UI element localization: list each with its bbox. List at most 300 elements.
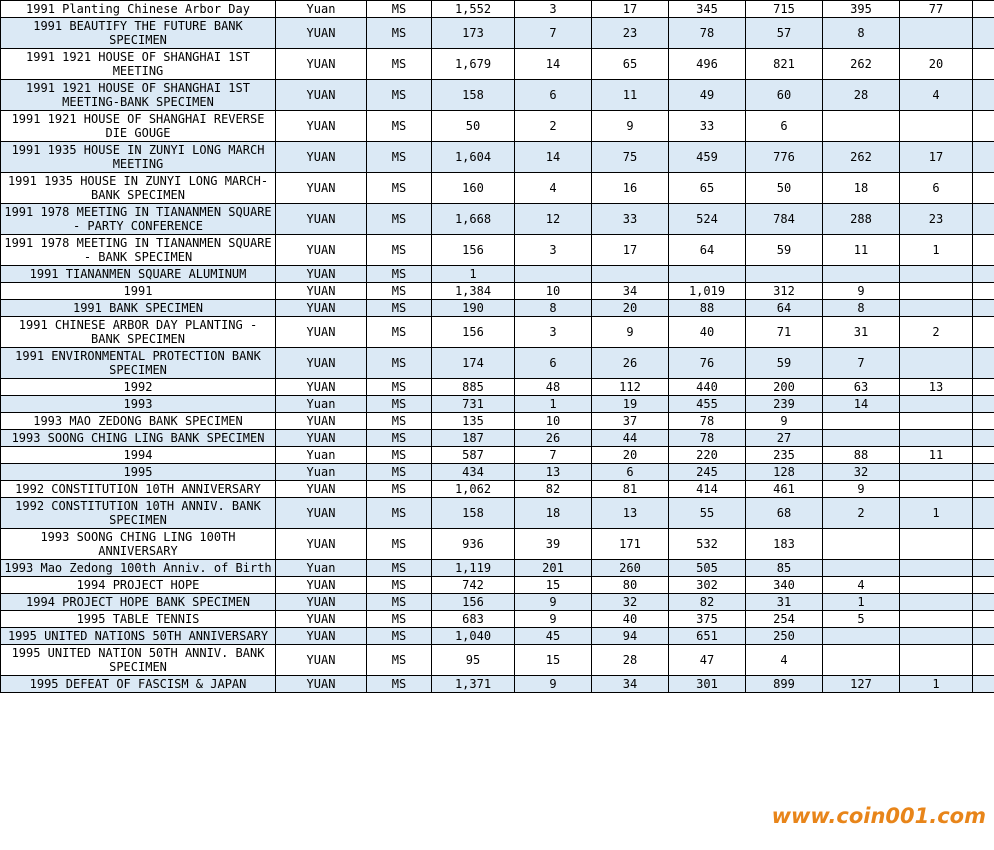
cell-g3: 302 [669, 577, 746, 594]
cell-denomination: YUAN [276, 142, 367, 173]
cell-g3: 82 [669, 594, 746, 611]
cell-g2: 32 [592, 594, 669, 611]
cell-denomination: YUAN [276, 645, 367, 676]
cell-total: 156 [432, 235, 515, 266]
cell-name: 1995 UNITED NATION 50TH ANNIV. BANK SPECIMEN [1, 645, 276, 676]
cell-g7 [973, 142, 994, 173]
cell-name: 1991 TIANANMEN SQUARE ALUMINUM [1, 266, 276, 283]
cell-g5: 32 [823, 464, 900, 481]
cell-g4: 200 [746, 379, 823, 396]
cell-denomination: YUAN [276, 266, 367, 283]
cell-g5: 9 [823, 481, 900, 498]
cell-g6: 77 [900, 1, 973, 18]
cell-g1: 15 [515, 577, 592, 594]
cell-g3: 459 [669, 142, 746, 173]
cell-denomination: YUAN [276, 379, 367, 396]
cell-total: 190 [432, 300, 515, 317]
cell-g5: 8 [823, 300, 900, 317]
cell-g7 [973, 379, 994, 396]
table-row [1, 266, 994, 283]
cell-grade: MS [367, 464, 432, 481]
cell-g4: 9 [746, 413, 823, 430]
cell-name: 1991 1935 HOUSE IN ZUNYI LONG MARCH MEETING [1, 142, 276, 173]
cell-grade: MS [367, 413, 432, 430]
cell-grade: MS [367, 560, 432, 577]
cell-name: 1992 CONSTITUTION 10TH ANNIVERSARY [1, 481, 276, 498]
cell-g1: 3 [515, 317, 592, 348]
cell-denomination: Yuan [276, 447, 367, 464]
cell-g3: 220 [669, 447, 746, 464]
cell-g1: 82 [515, 481, 592, 498]
cell-grade: MS [367, 80, 432, 111]
cell-g7 [973, 676, 994, 693]
cell-g2: 171 [592, 529, 669, 560]
cell-denomination: YUAN [276, 594, 367, 611]
cell-g7 [973, 317, 994, 348]
cell-g6 [900, 283, 973, 300]
cell-grade: MS [367, 396, 432, 413]
cell-g2: 11 [592, 80, 669, 111]
cell-g4: 60 [746, 80, 823, 111]
cell-grade: MS [367, 266, 432, 283]
table-row [1, 18, 994, 49]
cell-name: 1991 1978 MEETING IN TIANANMEN SQUARE - BANK SPECIMEN [1, 235, 276, 266]
cell-grade: MS [367, 594, 432, 611]
cell-total: 187 [432, 430, 515, 447]
cell-g5: 63 [823, 379, 900, 396]
cell-denomination: YUAN [276, 49, 367, 80]
cell-g6 [900, 611, 973, 628]
cell-g7 [973, 300, 994, 317]
cell-total: 936 [432, 529, 515, 560]
cell-g1: 6 [515, 348, 592, 379]
cell-g5: 31 [823, 317, 900, 348]
cell-g2: 81 [592, 481, 669, 498]
cell-g4: 4 [746, 645, 823, 676]
table-row [1, 204, 994, 235]
cell-g5 [823, 111, 900, 142]
cell-g3: 532 [669, 529, 746, 560]
cell-name: 1991 1921 HOUSE OF SHANGHAI 1ST MEETING [1, 49, 276, 80]
cell-name: 1991 1921 HOUSE OF SHANGHAI 1ST MEETING-BANK SPECIMEN [1, 80, 276, 111]
cell-name: 1993 SOONG CHING LING BANK SPECIMEN [1, 430, 276, 447]
cell-g3: 49 [669, 80, 746, 111]
cell-g1: 7 [515, 447, 592, 464]
cell-g3: 55 [669, 498, 746, 529]
table-row [1, 447, 994, 464]
cell-g5 [823, 628, 900, 645]
cell-total: 885 [432, 379, 515, 396]
table-row [1, 464, 994, 481]
cell-g4: 461 [746, 481, 823, 498]
cell-grade: MS [367, 628, 432, 645]
cell-g2: 6 [592, 464, 669, 481]
cell-g1: 10 [515, 413, 592, 430]
cell-name: 1995 DEFEAT OF FASCISM & JAPAN [1, 676, 276, 693]
cell-g4: 784 [746, 204, 823, 235]
cell-g5: 395 [823, 1, 900, 18]
table-row [1, 1, 994, 18]
cell-total: 156 [432, 317, 515, 348]
cell-g6 [900, 464, 973, 481]
cell-g1: 9 [515, 594, 592, 611]
cell-denomination: YUAN [276, 413, 367, 430]
cell-g5 [823, 266, 900, 283]
cell-g4: 250 [746, 628, 823, 645]
cell-denomination: Yuan [276, 464, 367, 481]
cell-grade: MS [367, 447, 432, 464]
cell-g2: 40 [592, 611, 669, 628]
table-row [1, 235, 994, 266]
cell-g2: 75 [592, 142, 669, 173]
cell-g1: 18 [515, 498, 592, 529]
cell-g2: 20 [592, 447, 669, 464]
cell-g3: 33 [669, 111, 746, 142]
cell-g4: 312 [746, 283, 823, 300]
cell-grade: MS [367, 1, 432, 18]
cell-g6: 13 [900, 379, 973, 396]
cell-name: 1994 [1, 447, 276, 464]
cell-g4: 183 [746, 529, 823, 560]
cell-denomination: YUAN [276, 611, 367, 628]
table-row [1, 577, 994, 594]
cell-g4: 71 [746, 317, 823, 348]
cell-denomination: YUAN [276, 283, 367, 300]
cell-g6: 1 [900, 235, 973, 266]
cell-denomination: YUAN [276, 628, 367, 645]
cell-g4: 57 [746, 18, 823, 49]
cell-g1: 10 [515, 283, 592, 300]
cell-g6 [900, 111, 973, 142]
cell-g2: 23 [592, 18, 669, 49]
cell-name: 1994 PROJECT HOPE BANK SPECIMEN [1, 594, 276, 611]
table-row [1, 379, 994, 396]
cell-name: 1995 TABLE TENNIS [1, 611, 276, 628]
cell-name: 1991 ENVIRONMENTAL PROTECTION BANK SPECIMEN [1, 348, 276, 379]
cell-denomination: Yuan [276, 1, 367, 18]
cell-name: 1993 Mao Zedong 100th Anniv. of Birth [1, 560, 276, 577]
cell-g1: 6 [515, 80, 592, 111]
cell-denomination: Yuan [276, 560, 367, 577]
cell-total: 158 [432, 498, 515, 529]
table-row [1, 413, 994, 430]
cell-g5 [823, 560, 900, 577]
cell-g2 [592, 266, 669, 283]
cell-g4: 776 [746, 142, 823, 173]
cell-g1 [515, 266, 592, 283]
cell-name: 1994 PROJECT HOPE [1, 577, 276, 594]
cell-g3: 40 [669, 317, 746, 348]
cell-grade: MS [367, 348, 432, 379]
cell-g7 [973, 235, 994, 266]
cell-g1: 1 [515, 396, 592, 413]
cell-grade: MS [367, 142, 432, 173]
cell-g3: 375 [669, 611, 746, 628]
table-row [1, 300, 994, 317]
cell-g6: 1 [900, 498, 973, 529]
cell-g7 [973, 80, 994, 111]
cell-g5: 262 [823, 142, 900, 173]
cell-g6 [900, 266, 973, 283]
table-row [1, 173, 994, 204]
cell-grade: MS [367, 300, 432, 317]
cell-g2: 44 [592, 430, 669, 447]
cell-g6: 2 [900, 317, 973, 348]
cell-grade: MS [367, 317, 432, 348]
cell-total: 683 [432, 611, 515, 628]
cell-total: 731 [432, 396, 515, 413]
cell-g7 [973, 447, 994, 464]
cell-denomination: YUAN [276, 204, 367, 235]
cell-g3: 245 [669, 464, 746, 481]
cell-grade: MS [367, 430, 432, 447]
cell-g7 [973, 628, 994, 645]
cell-g4: 899 [746, 676, 823, 693]
cell-name: 1991 1921 HOUSE OF SHANGHAI REVERSE DIE GOUGE [1, 111, 276, 142]
cell-g3: 440 [669, 379, 746, 396]
cell-g5: 288 [823, 204, 900, 235]
cell-g5 [823, 645, 900, 676]
table-row [1, 481, 994, 498]
cell-g5 [823, 430, 900, 447]
cell-g6 [900, 413, 973, 430]
cell-g1: 4 [515, 173, 592, 204]
cell-total: 1,679 [432, 49, 515, 80]
cell-total: 1,604 [432, 142, 515, 173]
cell-g3 [669, 266, 746, 283]
cell-g1: 45 [515, 628, 592, 645]
cell-denomination: YUAN [276, 481, 367, 498]
cell-g7 [973, 18, 994, 49]
cell-g1: 15 [515, 645, 592, 676]
cell-name: 1991 BANK SPECIMEN [1, 300, 276, 317]
cell-total: 135 [432, 413, 515, 430]
cell-g4: 31 [746, 594, 823, 611]
cell-g6: 17 [900, 142, 973, 173]
cell-g4: 6 [746, 111, 823, 142]
cell-total: 95 [432, 645, 515, 676]
cell-g3: 65 [669, 173, 746, 204]
cell-total: 1,040 [432, 628, 515, 645]
cell-g3: 47 [669, 645, 746, 676]
cell-g1: 14 [515, 49, 592, 80]
cell-g3: 345 [669, 1, 746, 18]
cell-g2: 65 [592, 49, 669, 80]
cell-name: 1992 [1, 379, 276, 396]
cell-g2: 19 [592, 396, 669, 413]
cell-g7 [973, 594, 994, 611]
cell-g1: 9 [515, 611, 592, 628]
cell-g3: 455 [669, 396, 746, 413]
table-row [1, 645, 994, 676]
cell-g2: 34 [592, 283, 669, 300]
cell-g4 [746, 266, 823, 283]
cell-g6 [900, 18, 973, 49]
cell-g4: 68 [746, 498, 823, 529]
cell-g2: 13 [592, 498, 669, 529]
cell-g6: 11 [900, 447, 973, 464]
cell-g6: 6 [900, 173, 973, 204]
cell-grade: MS [367, 645, 432, 676]
cell-denomination: Yuan [276, 396, 367, 413]
cell-g7 [973, 498, 994, 529]
cell-g7 [973, 611, 994, 628]
cell-grade: MS [367, 498, 432, 529]
cell-grade: MS [367, 111, 432, 142]
cell-g7 [973, 560, 994, 577]
table-row [1, 142, 994, 173]
cell-g5: 28 [823, 80, 900, 111]
cell-g7 [973, 266, 994, 283]
cell-g1: 201 [515, 560, 592, 577]
cell-g1: 39 [515, 529, 592, 560]
cell-g4: 59 [746, 235, 823, 266]
table-row [1, 111, 994, 142]
cell-total: 587 [432, 447, 515, 464]
cell-denomination: YUAN [276, 577, 367, 594]
cell-g2: 9 [592, 111, 669, 142]
cell-g3: 651 [669, 628, 746, 645]
cell-g7 [973, 430, 994, 447]
table-row [1, 676, 994, 693]
cell-g3: 78 [669, 413, 746, 430]
cell-denomination: YUAN [276, 235, 367, 266]
table-body [1, 1, 994, 693]
cell-grade: MS [367, 481, 432, 498]
cell-denomination: YUAN [276, 18, 367, 49]
cell-g1: 8 [515, 300, 592, 317]
cell-g2: 94 [592, 628, 669, 645]
cell-grade: MS [367, 379, 432, 396]
cell-name: 1991 BEAUTIFY THE FUTURE BANK SPECIMEN [1, 18, 276, 49]
cell-name: 1991 1978 MEETING IN TIANANMEN SQUARE - PARTY CONFERENCE [1, 204, 276, 235]
cell-g3: 414 [669, 481, 746, 498]
cell-grade: MS [367, 235, 432, 266]
cell-grade: MS [367, 529, 432, 560]
cell-total: 174 [432, 348, 515, 379]
cell-g5: 14 [823, 396, 900, 413]
cell-g5: 262 [823, 49, 900, 80]
cell-name: 1995 UNITED NATIONS 50TH ANNIVERSARY [1, 628, 276, 645]
cell-name: 1993 SOONG CHING LING 100TH ANNIVERSARY [1, 529, 276, 560]
cell-g5: 8 [823, 18, 900, 49]
cell-total: 1 [432, 266, 515, 283]
cell-g5: 4 [823, 577, 900, 594]
cell-name: 1992 CONSTITUTION 10TH ANNIV. BANK SPECIMEN [1, 498, 276, 529]
table-row [1, 317, 994, 348]
cell-grade: MS [367, 676, 432, 693]
cell-g4: 821 [746, 49, 823, 80]
cell-g2: 112 [592, 379, 669, 396]
cell-name: 1991 Planting Chinese Arbor Day [1, 1, 276, 18]
cell-total: 1,062 [432, 481, 515, 498]
cell-g1: 48 [515, 379, 592, 396]
cell-total: 173 [432, 18, 515, 49]
cell-grade: MS [367, 49, 432, 80]
cell-g5: 9 [823, 283, 900, 300]
cell-g4: 340 [746, 577, 823, 594]
cell-grade: MS [367, 611, 432, 628]
cell-total: 1,668 [432, 204, 515, 235]
cell-total: 1,384 [432, 283, 515, 300]
cell-denomination: YUAN [276, 529, 367, 560]
cell-g2: 17 [592, 235, 669, 266]
cell-g5: 2 [823, 498, 900, 529]
table-row [1, 611, 994, 628]
cell-g2: 28 [592, 645, 669, 676]
cell-name: 1991 1935 HOUSE IN ZUNYI LONG MARCH-BANK SPECIMEN [1, 173, 276, 204]
cell-g7 [973, 173, 994, 204]
cell-g3: 88 [669, 300, 746, 317]
cell-g3: 78 [669, 18, 746, 49]
cell-g4: 128 [746, 464, 823, 481]
cell-g6 [900, 560, 973, 577]
cell-g6 [900, 645, 973, 676]
cell-g2: 17 [592, 1, 669, 18]
cell-g7 [973, 1, 994, 18]
cell-g3: 64 [669, 235, 746, 266]
cell-g7 [973, 204, 994, 235]
cell-g5 [823, 413, 900, 430]
table-row [1, 628, 994, 645]
cell-g6: 20 [900, 49, 973, 80]
cell-g6 [900, 430, 973, 447]
cell-g5: 7 [823, 348, 900, 379]
cell-grade: MS [367, 18, 432, 49]
cell-name: 1995 [1, 464, 276, 481]
cell-g7 [973, 396, 994, 413]
cell-denomination: YUAN [276, 348, 367, 379]
cell-g1: 3 [515, 235, 592, 266]
cell-g1: 13 [515, 464, 592, 481]
cell-total: 1,552 [432, 1, 515, 18]
cell-g4: 50 [746, 173, 823, 204]
cell-g7 [973, 49, 994, 80]
cell-total: 160 [432, 173, 515, 204]
cell-g7 [973, 283, 994, 300]
cell-grade: MS [367, 173, 432, 204]
cell-g6 [900, 529, 973, 560]
cell-g7 [973, 348, 994, 379]
cell-g5 [823, 529, 900, 560]
table-row [1, 348, 994, 379]
cell-g2: 80 [592, 577, 669, 594]
cell-denomination: YUAN [276, 111, 367, 142]
cell-g7 [973, 577, 994, 594]
cell-g5: 11 [823, 235, 900, 266]
cell-g6 [900, 577, 973, 594]
cell-g6: 4 [900, 80, 973, 111]
cell-g6 [900, 594, 973, 611]
cell-g7 [973, 464, 994, 481]
cell-grade: MS [367, 577, 432, 594]
cell-g4: 85 [746, 560, 823, 577]
cell-denomination: YUAN [276, 80, 367, 111]
cell-total: 1,371 [432, 676, 515, 693]
cell-g3: 301 [669, 676, 746, 693]
table-row [1, 498, 994, 529]
cell-total: 156 [432, 594, 515, 611]
cell-g7 [973, 111, 994, 142]
cell-denomination: YUAN [276, 498, 367, 529]
cell-g1: 12 [515, 204, 592, 235]
cell-total: 434 [432, 464, 515, 481]
cell-g7 [973, 481, 994, 498]
cell-denomination: YUAN [276, 430, 367, 447]
cell-g7 [973, 645, 994, 676]
cell-name: 1993 [1, 396, 276, 413]
table-row [1, 430, 994, 447]
